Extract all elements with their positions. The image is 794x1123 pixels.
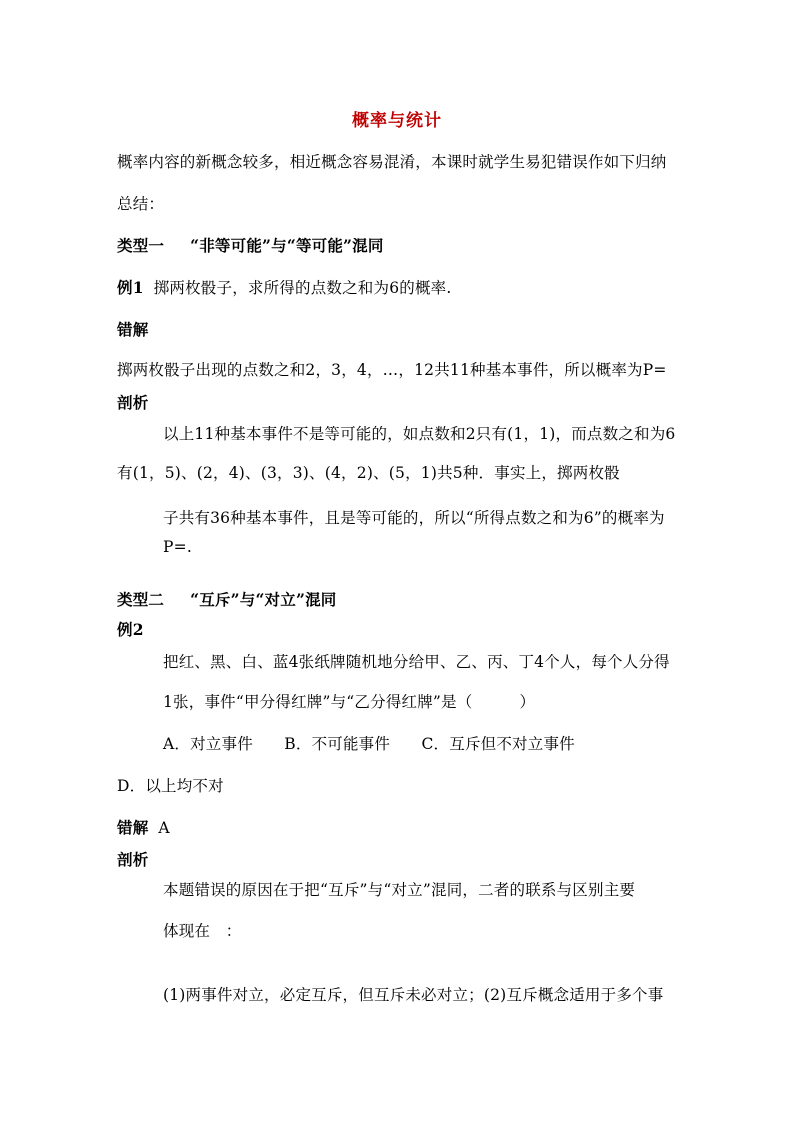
wrong-solution-1-text: 掷两枚骰子出现的点数之和2，3，4，…，12共11种基本事件，所以概率为P= bbox=[117, 361, 667, 379]
analysis-2-label: 剖析 bbox=[117, 850, 149, 869]
example-2-line: 1张，事件“甲分得红牌”与“乙分得红牌”是（ ） bbox=[163, 693, 536, 711]
wrong-solution-1-label: 错解 bbox=[117, 320, 149, 339]
wrong-solution-2-label: 错解 bbox=[117, 818, 149, 837]
type2-heading-text: “互斥”与“对立”混同 bbox=[190, 590, 337, 609]
type1-heading-label: 类型一 bbox=[117, 236, 165, 255]
example-1 bbox=[117, 278, 451, 298]
example-1-label: 例1 bbox=[117, 278, 144, 297]
document-title: 概率与统计 bbox=[352, 111, 442, 131]
answer-options: A．对立事件 B．不可能事件 C．互斥但不对立事件 bbox=[163, 735, 575, 753]
intro-line-2: 总结： bbox=[117, 195, 165, 213]
analysis-2-line: (1)两事件对立，必定互斥，但互斥未必对立；(2)互斥概念适用于多个事 bbox=[163, 986, 664, 1004]
analysis-1-line: 以上11种基本事件不是等可能的，如点数和2只有(1，1)，而点数之和为6 bbox=[163, 425, 676, 443]
answer-option-d: D．以上均不对 bbox=[117, 777, 224, 795]
type1-heading-text: “非等可能”与“等可能”混同 bbox=[190, 236, 384, 255]
type2-heading bbox=[117, 590, 336, 610]
example-2-line: 把红、黑、白、蓝4张纸牌随机地分给甲、乙、丙、丁4个人，每个人分得 bbox=[163, 653, 670, 671]
intro-line-1: 概率内容的新概念较多，相近概念容易混淆，本课时就学生易犯错误作如下归纳 bbox=[117, 153, 667, 171]
analysis-2-line: 体现在 ： bbox=[163, 922, 242, 940]
analysis-2-line: 本题错误的原因在于把“互斥”与“对立”混同，二者的联系与区别主要 bbox=[163, 881, 636, 899]
type1-heading bbox=[117, 236, 384, 256]
example-1-text: 掷两枚骰子，求所得的点数之和为6的概率. bbox=[153, 279, 452, 297]
analysis-1-line: 子共有36种基本事件，且是等可能的，所以“所得点数之和为6”的概率为 bbox=[163, 509, 665, 527]
wrong-solution-2-answer: A bbox=[158, 819, 170, 837]
wrong-solution-2 bbox=[117, 818, 170, 838]
analysis-1-label: 剖析 bbox=[117, 393, 149, 412]
example-2-label: 例2 bbox=[117, 620, 144, 639]
analysis-1-line: 有(1，5)、(2，4)、(3，3)、(4，2)、(5，1)共5种．事实上，掷两枚骰 bbox=[117, 464, 620, 482]
type2-heading-label: 类型二 bbox=[117, 590, 165, 609]
analysis-1-line: P=. bbox=[163, 538, 192, 556]
